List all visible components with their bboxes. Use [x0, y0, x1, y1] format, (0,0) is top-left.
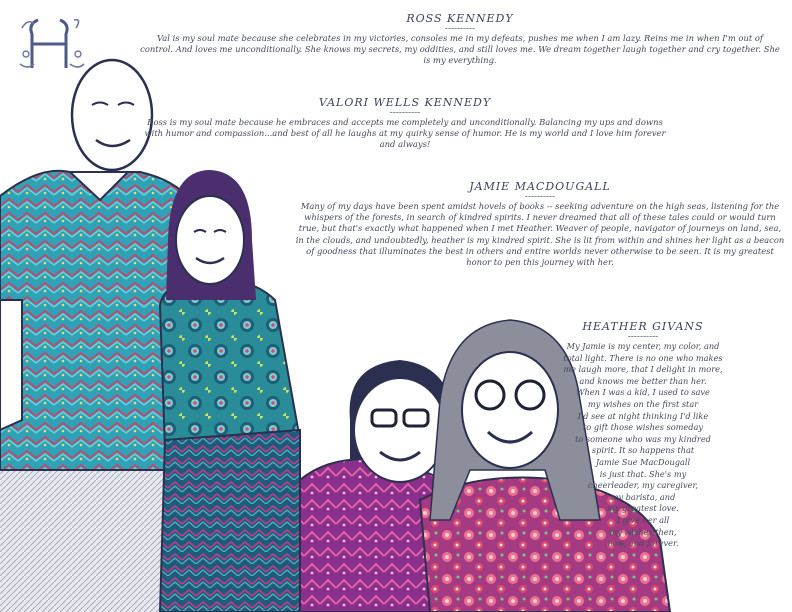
section-text [508, 341, 778, 550]
man-arm [0, 300, 22, 430]
text-line: cheerleader, my caregiver, [587, 480, 699, 491]
section-heading: VALORI WELLS KENNEDY [318, 96, 492, 109]
monogram-logo [18, 14, 88, 74]
text-line: me laugh more, that I delight in more, [563, 364, 723, 375]
section-valori-wells-kennedy [140, 96, 670, 151]
heading-divider: ---------- [389, 108, 421, 118]
section-heading: HEATHER GIVANS [582, 320, 704, 333]
heading-divider: ---------- [627, 332, 659, 342]
text-line: now, and forever. [607, 538, 679, 549]
text-line: and knows me better than her. [579, 375, 707, 386]
jamie-face [354, 378, 446, 482]
text-line: I give her all [616, 514, 670, 525]
section-text: Ross is my soul mate because he embraces and accepts me completely and unconditionally. Balancing my ups and downs with humor and compassion...and best of all he laughs at my quirky sense of humor. He is my world and I love him forever and always! [144, 117, 666, 150]
text-line: spirit. It so happens that [591, 445, 695, 456]
text-line: is just that. She's my [599, 468, 687, 479]
text-line: my wishes on the first star [587, 398, 699, 409]
text-line: my barista, and [610, 491, 676, 502]
text-line: my greatest love. [607, 503, 679, 514]
heading-divider: ---------- [444, 24, 476, 34]
woman-face [176, 196, 244, 284]
text-line: my wishes then, [609, 526, 677, 537]
section-text: Many of my days have been spent amidst hovels of books -- seeking adventure on the high seas, listening for the whispers of the forests, in search of kindred spirits. I never dreamed that all of these tales could or would turn true, but that's exactly what happened when I met Heather. Weaver of people, navigator of journeys on land, sea, in the clouds, and undoubtedly, heather is my kindred spirit. She is lit from within and shines her light as a beacon of goodness that illuminates the best in others and entire worlds never otherwise to be seen. It is my greatest honor to pen this journey with her. [295, 201, 785, 268]
figure-woman-left [160, 170, 300, 612]
section-text: Val is my soul mate because she celebrates in my victories, consoles me in my defeats, pushes me when I am lazy. Reins me in when I'm out of control. And loves me unconditionally. She knows my secrets, my oddities, and still loves me. We dream together laugh together and cry together. She is my everything. [140, 33, 780, 66]
text-line: My Jamie is my center, my color, and [566, 341, 720, 351]
section-ross-kennedy [140, 12, 780, 67]
section-heading: JAMIE MACDOUGALL [469, 180, 611, 193]
text-line: to gift those wishes someday [583, 422, 703, 433]
section-jamie-macdougall [295, 180, 785, 268]
text-line: to someone who was my kindred [575, 433, 711, 444]
text-line: Jamie Sue MacDougall [595, 456, 691, 467]
text-line: I'd see at night thinking I'd like [577, 410, 709, 421]
section-heading: ROSS KENNEDY [406, 12, 514, 25]
woman-dress-top [160, 275, 300, 450]
text-line: When I was a kid, I used to save [576, 387, 710, 398]
section-heather-givans [508, 320, 778, 550]
woman-skirt [160, 430, 300, 612]
heading-divider: ---------- [524, 192, 556, 202]
text-line: total light. There is no one who makes [563, 352, 723, 363]
